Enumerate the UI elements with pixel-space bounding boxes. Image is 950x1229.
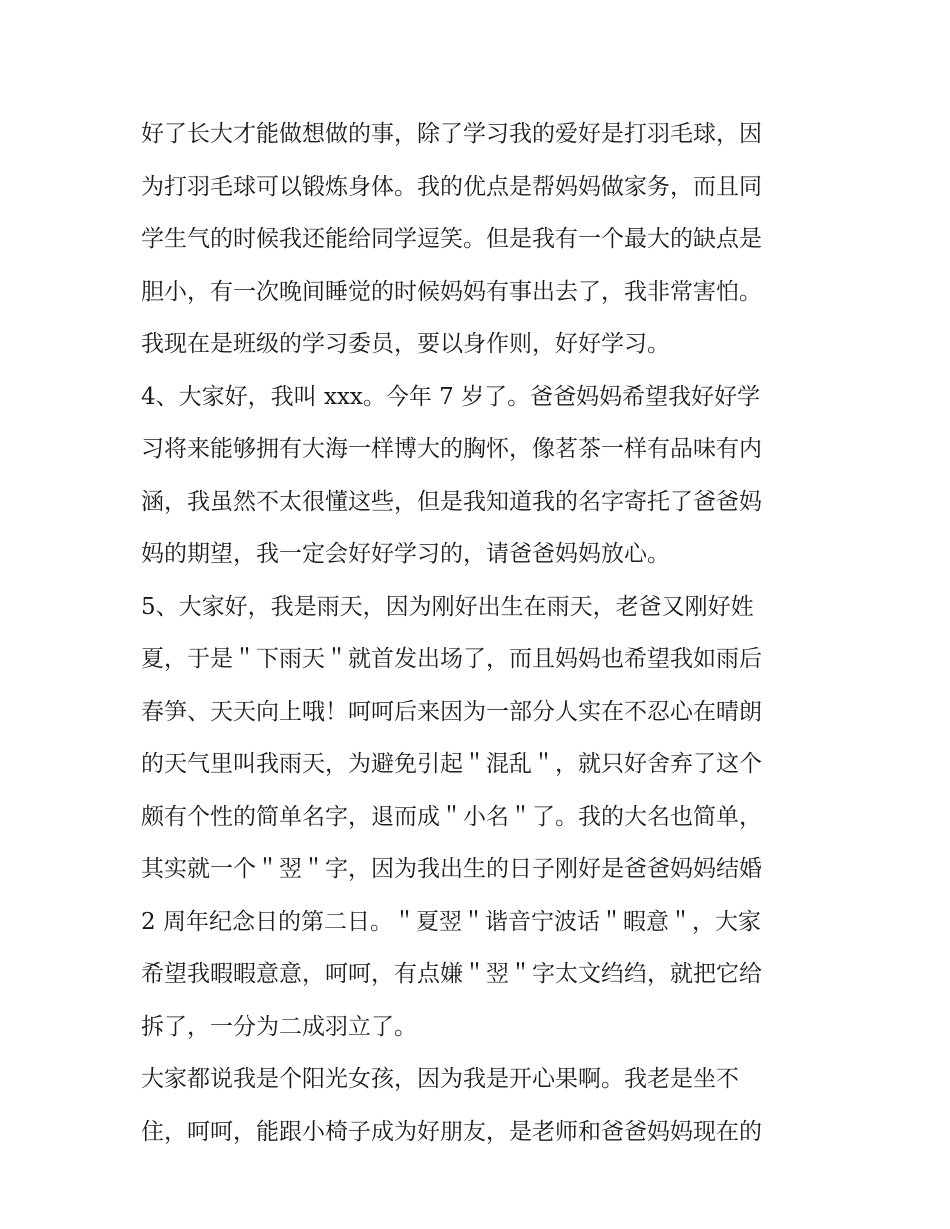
text-line-20: 住，呵呵，能跟小椅子成为好朋友，是老师和爸爸妈妈现在的 — [141, 1118, 762, 1145]
text-line-18: 拆了，一分为二成羽立了。 — [141, 1013, 417, 1040]
text-line-9: 妈的期望，我一定会好好学习的，请爸爸妈妈放心。 — [141, 541, 670, 567]
text-line-19: 大家都说我是个阳光女孩，因为我是开心果啊。我老是坐不 — [141, 1066, 739, 1092]
text-line-16: 2 周年纪念日的第二日。＂夏翌＂谐音宁波话＂暇意＂，大家 — [141, 908, 761, 935]
text-line-8: 涵，我虽然不太很懂这些，但是我知道我的名字寄托了爸爸妈 — [141, 488, 762, 515]
body-text — [141, 108, 821, 1158]
text-line-15: 其实就一个＂翌＂字，因为我出生的日子刚好是爸爸妈妈结婚 — [141, 856, 762, 882]
text-line-13: 的天气里叫我雨天，为避免引起＂混乱＂，就只好舍弃了这个 — [141, 751, 762, 777]
text-line-6: 4、大家好，我叫 xxx。今年 7 岁了。爸爸妈妈希望我好好学 — [141, 383, 761, 410]
text-line-12: 春笋、天天向上哦！呵呵后来因为一部分人实在不忍心在晴朗 — [141, 698, 762, 725]
text-line-2: 为打羽毛球可以锻炼身体。我的优点是帮妈妈做家务，而且同 — [141, 173, 762, 200]
text-line-3: 学生气的时候我还能给同学逗笑。但是我有一个最大的缺点是 — [141, 226, 762, 252]
text-line-11: 夏，于是＂下雨天＂就首发出场了，而且妈妈也希望我如雨后 — [141, 646, 762, 672]
text-line-1: 好了长大才能做想做的事，除了学习我的爱好是打羽毛球，因 — [141, 121, 762, 147]
text-line-10: 5、大家好，我是雨天，因为刚好出生在雨天，老爸又刚好姓 — [141, 593, 754, 620]
text-line-14: 颇有个性的简单名字，退而成＂小名＂了。我的大名也简单， — [141, 803, 762, 830]
text-line-5: 我现在是班级的学习委员，要以身作则，好好学习。 — [141, 331, 670, 357]
text-line-7: 习将来能够拥有大海一样博大的胸怀，像茗茶一样有品味有内 — [141, 436, 762, 462]
text-line-17: 希望我暇暇意意，呵呵，有点嫌＂翌＂字太文绉绉，就把它给 — [141, 961, 762, 987]
text-line-4: 胆小，有一次晚间睡觉的时候妈妈有事出去了，我非常害怕。 — [141, 278, 762, 305]
